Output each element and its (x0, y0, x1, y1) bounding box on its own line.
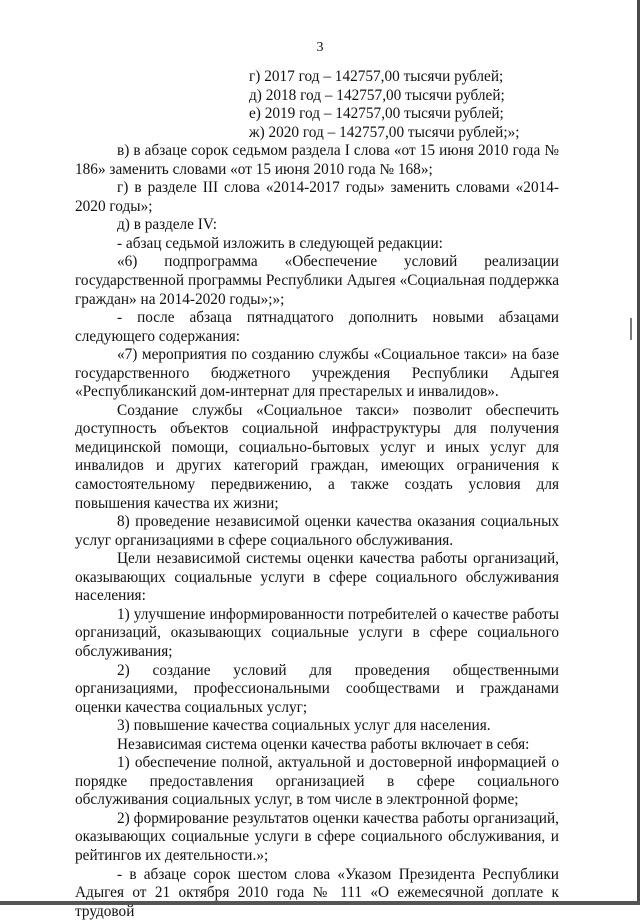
paragraph-forty-sixth: - в абзаце сорок шестом слова «Указом Президента Республики Адыгея от 21 октября 2010 года № 111 «О ежемесячной доплате к трудовой (75, 865, 559, 920)
paragraph-system-includes: Независимая система оценки качества работы включает в себя: (117, 735, 530, 753)
paragraph-d: д) в разделе IV: (117, 216, 218, 234)
paragraph-goals: Цели независимой системы оценки качества работы организаций, оказывающих социальные услуги в сфере социального обслуживания населения: (75, 550, 559, 605)
paragraph-item-8: 8) проведение независимой оценки качества оказания социальных услуг организациями в сфере социального обслуживания. (75, 513, 559, 549)
funding-line-2019: е) 2019 год – 142757,00 тысячи рублей; (249, 105, 504, 123)
scan-speck (630, 318, 632, 340)
paragraph-goal-1: 1) улучшение информированности потребителей о качестве работы организаций, оказывающих социальные услуги в сфере социального обслуживания; (75, 605, 559, 660)
paragraph-social-taxi: Создание службы «Социальное такси» позволит обеспечить доступность объектов социальной инфраструктуры для получения медицинской помощи, социально-бытовых услуг и иных услуг для инвалидов и других категорий граждан, имеющих ограничения к самостоятельному передвижению, а также создать условия для повышения качества их жизни; (75, 401, 559, 512)
paragraph-goal-3: 3) повышение качества социальных услуг для населения. (117, 717, 491, 735)
page-number: 3 (316, 40, 324, 55)
paragraph-after-fifteenth: - после абзаца пятнадцатого дополнить новыми абзацами следующего содержания: (75, 309, 559, 345)
paragraph-includes-1: 1) обеспечение полной, актуальной и достоверной информацией о порядке предоставления организацией в сфере социального обслуживания социальных услуг, в том числе в электронной форме; (75, 754, 559, 809)
paragraph-goal-2: 2) создание условий для проведения общественными организациями, профессиональными сообществами и гражданами оценки качества социальных услуг; (75, 661, 559, 716)
funding-line-2018: д) 2018 год – 142757,00 тысячи рублей; (249, 86, 505, 104)
funding-line-2020: ж) 2020 год – 142757,00 тысячи рублей;»; (249, 123, 520, 141)
funding-line-2017: г) 2017 год – 142757,00 тысячи рублей; (249, 68, 504, 85)
document-body (75, 68, 559, 921)
paragraph-item-7: «7) мероприятия по созданию службы «Социальное такси» на базе государственного бюджетного учреждения Республики Адыгея «Республиканский дом-интернат для престарелых и инвалидов». (75, 346, 559, 401)
paragraph-includes-2: 2) формирование результатов оценки качества работы организаций, оказывающих социальные услуги в сфере социального обслуживания, и рейтингов их деятельности.»; (75, 809, 559, 864)
paragraph-seventh-abzac: - абзац седьмой изложить в следующей редакции: (117, 234, 443, 252)
paragraph-subprogram-6: «6) подпрограмма «Обеспечение условий реализации государственной программы Республики Адыгея «Социальная поддержка граждан» на 2014-2020 годы»;»; (75, 253, 559, 308)
paragraph-g: г) в разделе III слова «2014-2017 годы» заменить словами «2014-2020 годы»; (75, 179, 559, 215)
paragraph-v: в) в абзаце сорок седьмом раздела I слова «от 15 июня 2010 года № 186» заменить словами «от 15 июня 2010 года № 168»; (75, 142, 559, 178)
